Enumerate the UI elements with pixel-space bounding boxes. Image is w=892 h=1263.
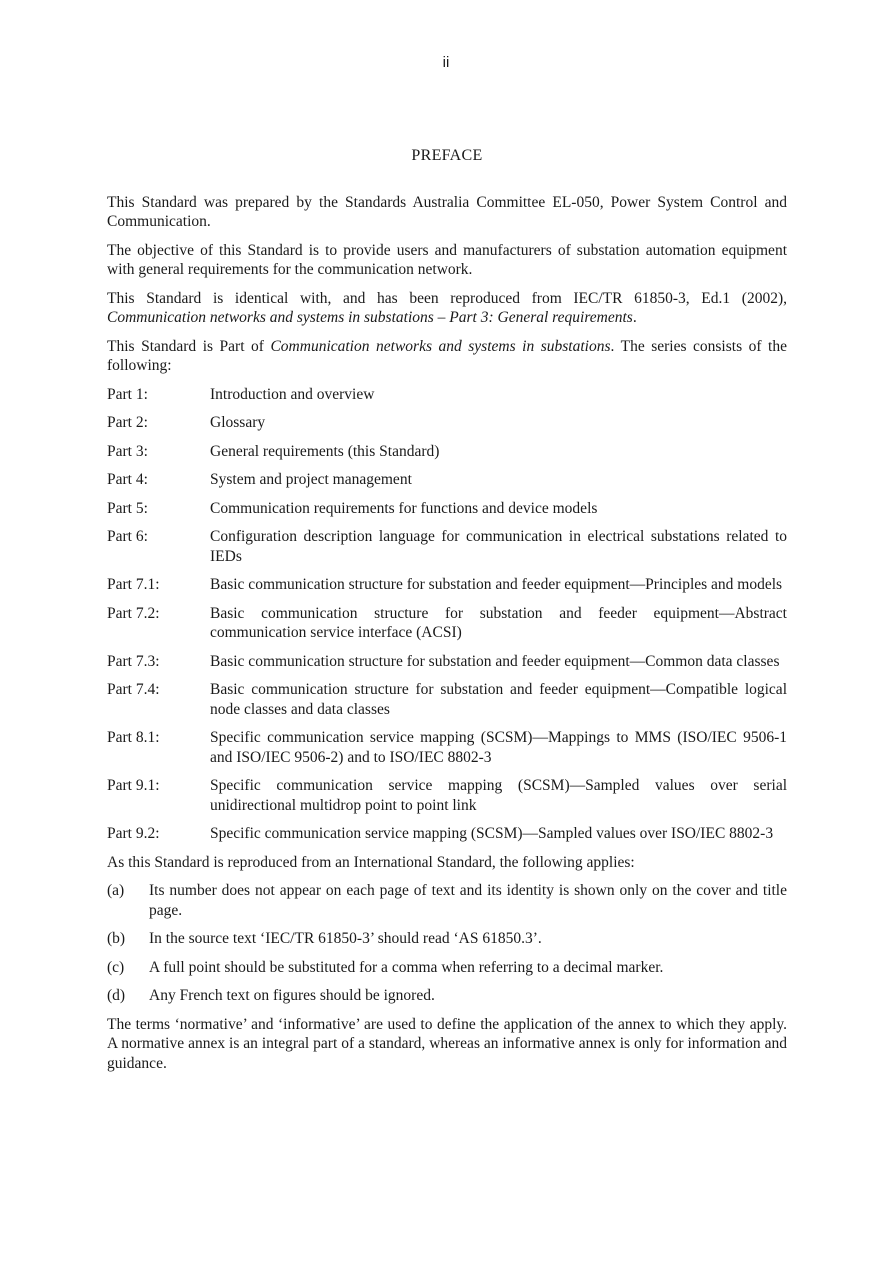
part-row [107,442,787,462]
part-title: Configuration description language for communication in electrical substations related to IEDs [210,528,787,565]
preface-paragraph-applies: As this Standard is reproduced from an International Standard, the following applies: [107,853,635,871]
part-title: Communication requirements for functions and device models [210,499,598,517]
part-row [107,385,787,405]
list-text: Any French text on figures should be ignored. [149,987,435,1004]
preface-paragraph-objective: The objective of this Standard is to provide users and manufacturers of substation automation equipment with general requirements for the communication network. [107,241,787,278]
part-number: Part 7.3: [107,652,160,670]
series-italic-title: Communication networks and systems in substations [270,337,611,355]
part-title: Specific communication service mapping (SCSM)—Sampled values over ISO/IEC 8802-3 [210,825,774,842]
list-marker: (b) [107,930,126,947]
identical-tail-text: . [632,309,637,326]
part-row [107,470,787,490]
part-number: Part 9.2: [107,825,160,842]
part-number: Part 1: [107,385,148,403]
identical-lead-text: This Standard is identical with, and has been reproduced from IEC/TR 61850-3, Ed.1 (2002), [107,289,787,307]
part-row [107,413,787,433]
page-title: PREFACE [411,147,483,164]
part-number: Part 4: [107,471,148,488]
parts-list [107,385,787,844]
identical-italic-title: Communication networks and systems in substations – Part 3: General requirements [107,309,633,326]
part-number: Part 6: [107,528,148,545]
series-lead-text: This Standard is Part of [107,337,271,355]
list-marker: (d) [107,987,126,1004]
part-number: Part 8.1: [107,729,160,746]
preface-paragraph-committee: This Standard was prepared by the Standards Australia Committee EL-050, Power System Control and Communication. [107,193,787,230]
list-item [107,958,787,978]
part-row [107,527,787,566]
list-text: In the source text ‘IEC/TR 61850-3’ should read ‘AS 61850.3’. [149,930,542,947]
applies-list [107,881,787,1006]
part-number: Part 7.1: [107,576,160,593]
document-body [107,146,787,1082]
part-number: Part 9.1: [107,777,160,794]
part-title: General requirements (this Standard) [210,442,440,460]
part-title: Basic communication structure for substation and feeder equipment—Compatible logical node classes and data classes [210,681,787,718]
part-number: Part 3: [107,442,148,460]
part-title: Introduction and overview [210,385,375,403]
list-text: Its number does not appear on each page of text and its identity is shown only on the cover and title page. [149,882,787,919]
part-number: Part 5: [107,499,148,517]
list-text: A full point should be substituted for a comma when referring to a decimal marker. [149,958,664,976]
list-item [107,929,787,949]
part-row [107,776,787,815]
list-marker: (c) [107,958,125,976]
part-number: Part 7.2: [107,604,160,622]
series-tail-text: . The series consists of the following: [107,337,787,374]
part-row [107,575,787,595]
part-number: Part 2: [107,414,148,431]
preface-paragraph-series [107,337,787,376]
list-marker: (a) [107,882,125,899]
part-title: Basic communication structure for substation and feeder equipment—Abstract communication service interface (ACSI) [210,604,787,641]
part-row [107,824,787,844]
part-title: System and project management [210,471,412,488]
part-row [107,652,787,672]
part-title: Specific communication service mapping (SCSM)—Mappings to MMS (ISO/IEC 9506-1 and ISO/IEC 9506-2) and to ISO/IEC 8802-3 [210,729,787,766]
part-title: Basic communication structure for substation and feeder equipment—Common data classes [210,652,780,670]
part-title: Glossary [210,414,266,431]
list-item [107,986,787,1006]
part-title: Basic communication structure for substation and feeder equipment—Principles and models [210,576,783,593]
preface-paragraph-annex-terms: The terms ‘normative’ and ‘informative’ are used to define the application of the annex to which they apply. A normative annex is an integral part of a standard, whereas an informative annex is only for information and guidance. [107,1015,787,1072]
part-number: Part 7.4: [107,681,160,698]
part-row [107,499,787,519]
list-item [107,881,787,920]
part-row [107,604,787,643]
part-title: Specific communication service mapping (SCSM)—Sampled values over serial unidirectional multidrop point to point link [210,777,787,814]
part-row [107,728,787,767]
part-row [107,680,787,719]
page-number: ii [442,54,450,71]
preface-paragraph-identical [107,289,787,328]
